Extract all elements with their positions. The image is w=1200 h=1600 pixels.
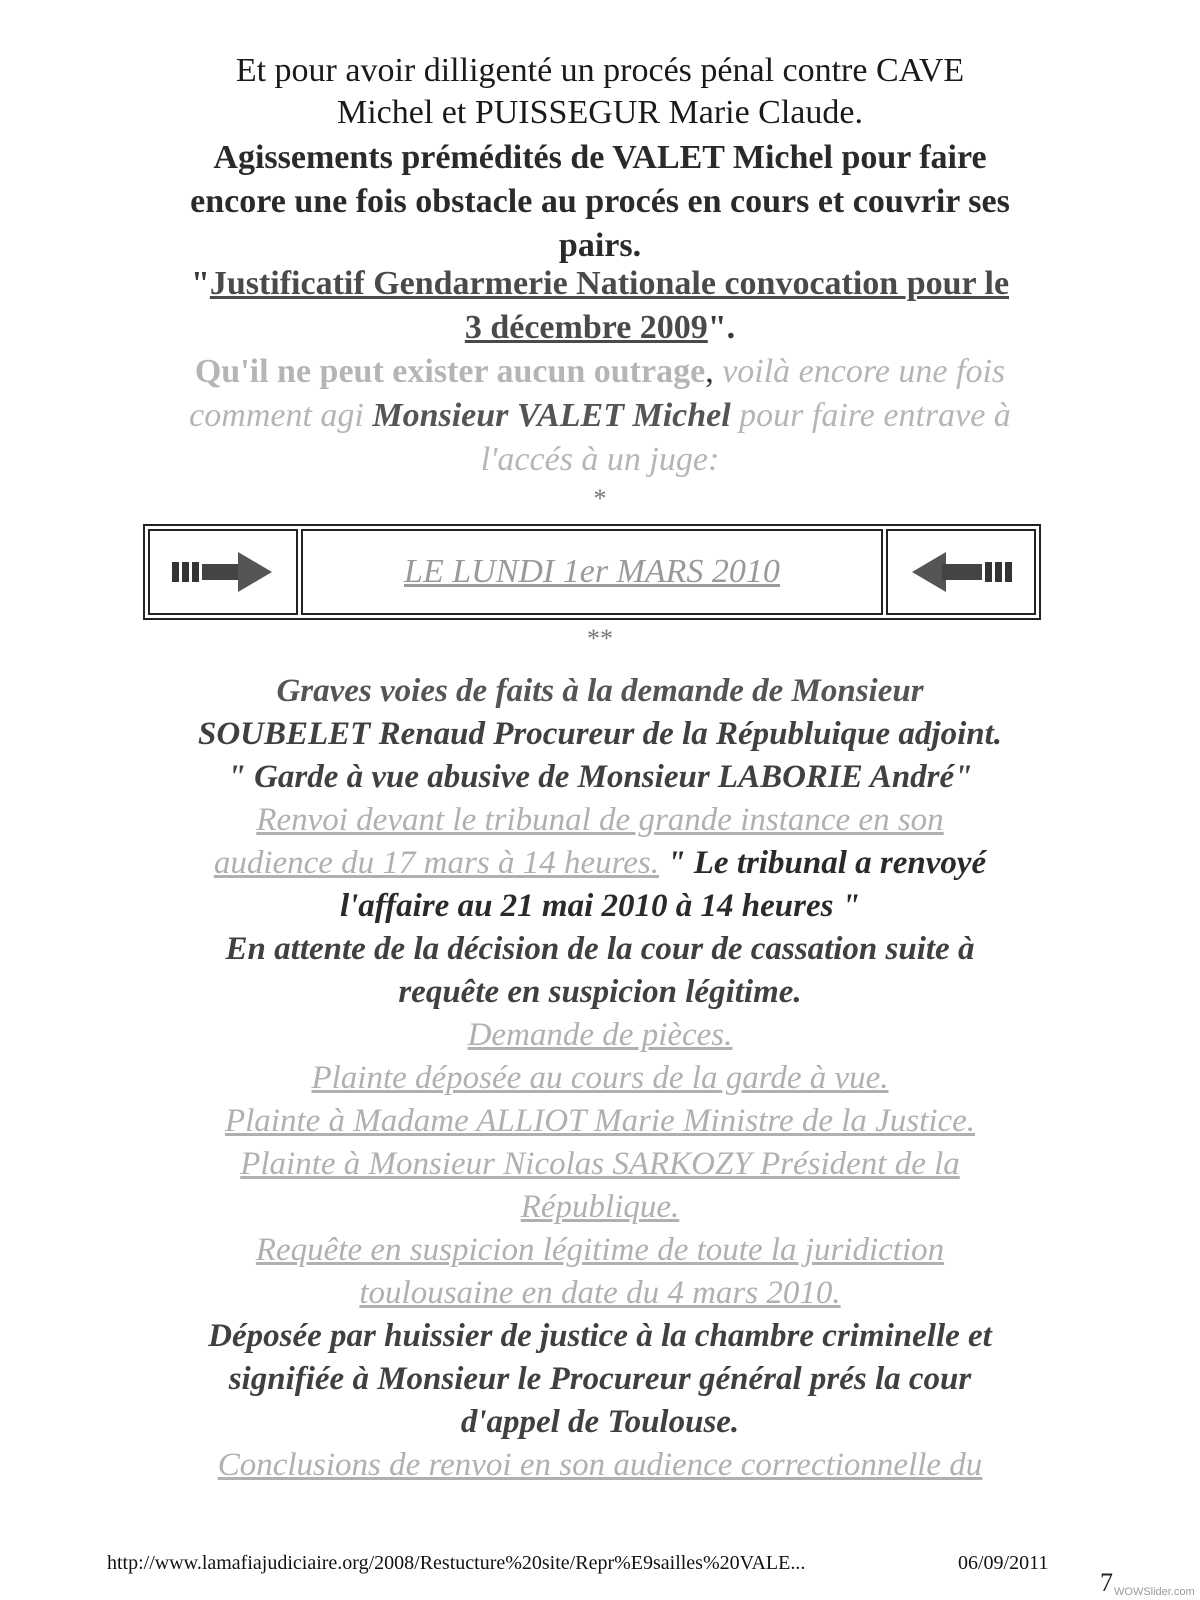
arrow-left-icon [906, 548, 1016, 596]
intro-line-1: Et pour avoir dilligenté un procés pénal contre CAVE [235, 52, 965, 89]
quote-open: " [190, 265, 210, 302]
graves-line-18: d'appel de Toulouse. [460, 1404, 740, 1440]
separator-stars: ** [587, 624, 613, 653]
graves-line-5b: " Le tribunal a renvoyé [658, 845, 987, 881]
watermark: WOWSlider.com [1114, 1586, 1195, 1598]
outrage-comma: , [705, 353, 714, 390]
demande-pieces-link[interactable]: Demande de pièces. [467, 1017, 733, 1053]
graves-line-3: " Garde à vue abusive de Monsieur LABORIE André" [227, 759, 973, 795]
agissements-line-3: pairs. [558, 227, 642, 264]
renvoi-link-2[interactable]: audience du 17 mars à 14 heures. [213, 845, 659, 881]
agissements-line-1: Agissements prémédités de VALET Michel pour faire [213, 139, 987, 176]
quote-close: ". [707, 309, 736, 346]
outrage-line2a: comment agi [189, 397, 373, 434]
requete-link-2[interactable]: toulousaine en date du 4 mars 2010. [359, 1275, 841, 1311]
graves-line-2: SOUBELET Renaud Procureur de la Républuique adjoint. [197, 716, 1003, 752]
intro-line-2: Michel et PUISSEGUR Marie Claude. [337, 94, 863, 131]
graves-line-7: En attente de la décision de la cour de cassation suite à [225, 931, 975, 967]
graves-line-6: l'affaire au 21 mai 2010 à 14 heures " [339, 888, 861, 924]
plainte-sarkozy-link-1[interactable]: Plainte à Monsieur Nicolas SARKOZY Président de la [240, 1146, 960, 1182]
agissements-line-2: encore une fois obstacle au procés en cours et couvrir ses [190, 183, 1010, 220]
outrage-name: Monsieur VALET Michel [372, 397, 731, 434]
justificatif-line-2[interactable]: 3 décembre 2009 [464, 309, 708, 346]
graves-line-8: requête en suspicion légitime. [398, 974, 802, 1010]
outrage-paragraph [120, 350, 1080, 482]
separator-star: * [593, 484, 607, 513]
justificatif-line-1[interactable]: Justificatif Gendarmerie Nationale convocation pour le [209, 265, 1010, 302]
date-label[interactable]: LE LUNDI 1er MARS 2010 [404, 553, 780, 590]
outrage-mid: voilà encore une fois [713, 353, 1006, 390]
next-button[interactable] [886, 529, 1036, 615]
outrage-line2c: pour faire entrave à [730, 397, 1011, 434]
graves-line-17: signifiée à Monsieur le Procureur général prés la cour [228, 1361, 972, 1397]
graves-paragraph [120, 670, 1080, 1487]
intro-paragraph [120, 50, 1080, 134]
page-number: 7 [1100, 1568, 1113, 1597]
renvoi-link-1[interactable]: Renvoi devant le tribunal de grande instance en son [256, 802, 944, 838]
date-navigation [143, 524, 1041, 620]
graves-line-1: Graves voies de faits à la demande de Monsieur [276, 673, 924, 709]
plainte-garde-link[interactable]: Plainte déposée au cours de la garde à vue. [311, 1060, 889, 1096]
justificatif-link[interactable] [120, 262, 1080, 350]
arrow-right-icon [168, 548, 278, 596]
graves-line-16: Déposée par huissier de justice à la chambre criminelle et [208, 1318, 992, 1354]
agissements-paragraph [120, 136, 1080, 268]
outrage-lead: Qu'il ne peut exister aucun outrage [194, 353, 706, 390]
footer-date: 06/09/2011 [958, 1552, 1049, 1574]
conclusions-link[interactable]: Conclusions de renvoi en son audience correctionnelle du [217, 1447, 983, 1483]
plainte-sarkozy-link-2[interactable]: République. [520, 1189, 680, 1225]
prev-button[interactable] [148, 529, 298, 615]
footer-url: http://www.lamafiajudiciaire.org/2008/Restucture%20site/Repr%E9sailles%20VALE... [107, 1552, 806, 1574]
requete-link-1[interactable]: Requête en suspicion légitime de toute la juridiction [255, 1232, 945, 1268]
date-label-cell[interactable] [301, 529, 883, 615]
outrage-line-3: l'accés à un juge: [480, 441, 720, 478]
plainte-alliot-link[interactable]: Plainte à Madame ALLIOT Marie Ministre de la Justice. [224, 1103, 976, 1139]
